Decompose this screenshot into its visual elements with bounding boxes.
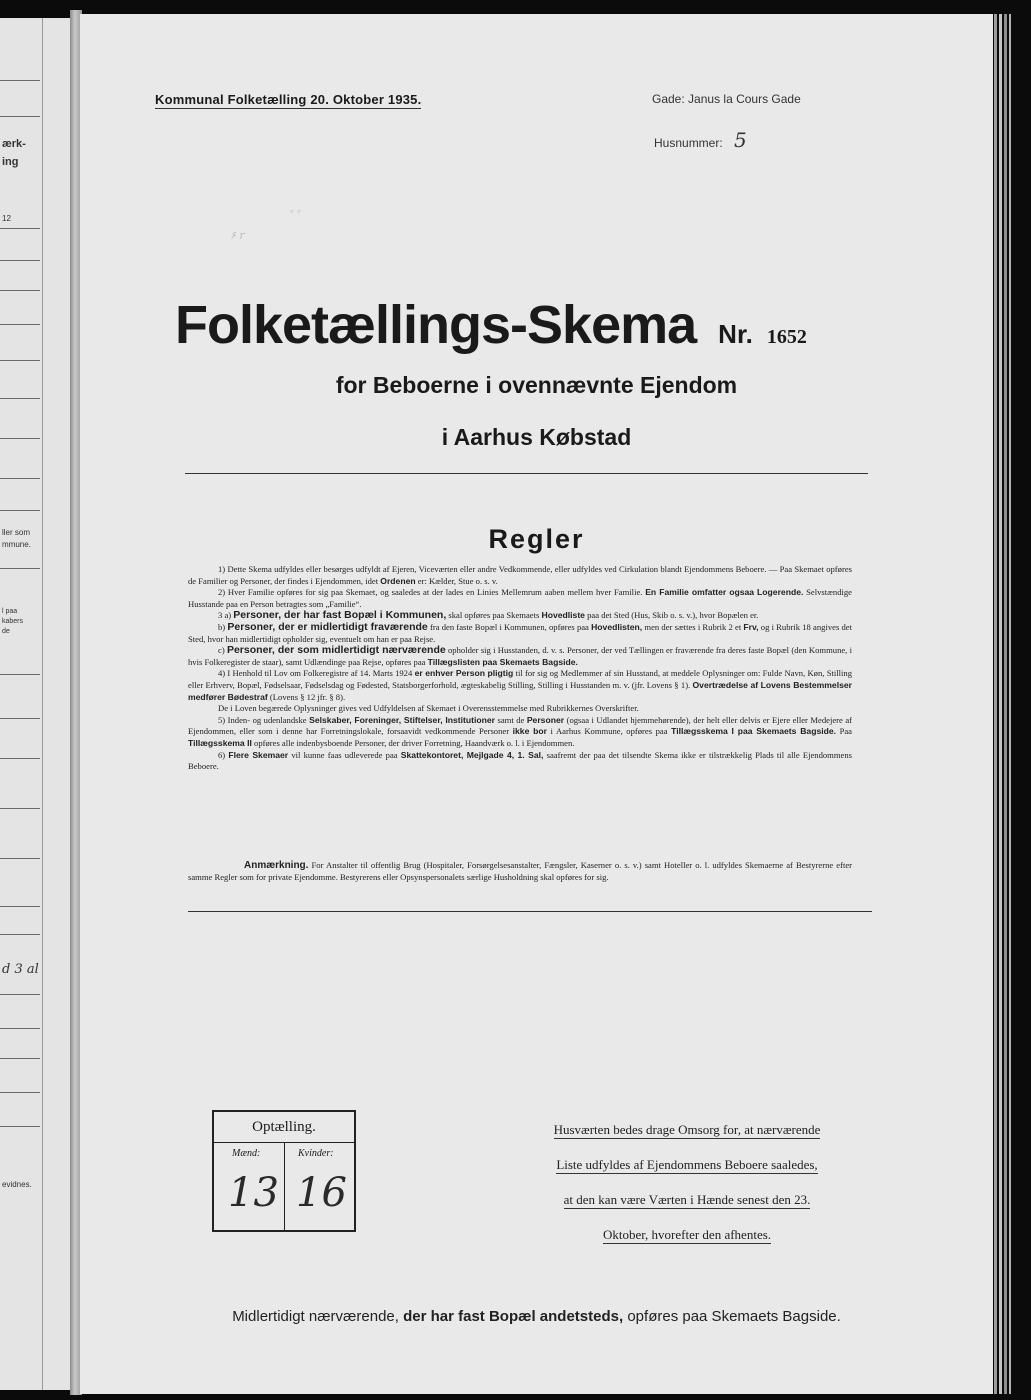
footer-part: opføres paa Skemaets Bagside. (627, 1308, 841, 1325)
rule-4: 4) I Henhold til Lov om Folkeregistre af 14. Marts 1924 er enhver Person pligtig til for sig og Medlemmer af sin Husstand, at meddele Oplysninger om: Fulde Navn, Køn, Stilling eller Erhverv, Bopæl, Fødselsaar, Fødselsdag og Fødested, Statsborgerforhold, ægteskabelig Stilling, Stilling i Husstanden m. v. (jfr. Lovens § 1). Overtrædelse af Lovens Bestemmelser medfører Bødestraf (Lovens § 12 jfr. § 8). (188, 668, 853, 702)
divider-line (185, 473, 868, 474)
rule-4-note: De i Loven begærede Oplysninger gives ved Udfyldelsen af Skemaet i Overensstemmelse med Rubrikkernes Overskrifter. (218, 703, 639, 714)
form-line (0, 858, 40, 859)
form-line (0, 478, 40, 479)
men-count: 13 (228, 1170, 279, 1216)
rules-heading: Regler (488, 524, 585, 554)
page-stack-edge (1004, 14, 1007, 1394)
rule-2: 2) Hver Familie opføres for sig paa Skemaet, og saaledes at der lades en Linies Mellemrum aaben mellem hver Familie. En Familie omfatter ogsaa Logerende. Selvstændige Husstande paa en Person betragtes som „Familie“. (188, 587, 852, 609)
page-stack-edge (1009, 14, 1011, 1394)
fragment-text: ærk- (2, 138, 26, 150)
house-number-label: Husnummer: (654, 136, 723, 150)
street-label: Gade: (652, 92, 685, 106)
footer-part-bold: der har fast Bopæl andetsteds, (403, 1308, 624, 1325)
form-line (0, 934, 40, 935)
fragment-text: ing (2, 156, 19, 168)
form-line (0, 398, 40, 399)
form-line (0, 260, 40, 261)
remark-label: Anmærkning. (244, 860, 309, 871)
form-line (0, 438, 40, 439)
count-box-divider (284, 1143, 285, 1230)
house-number-field (654, 128, 747, 152)
men-label: Mænd: (232, 1148, 261, 1159)
remark-text: For Anstalter til offentlig Brug (Hospitaler, Forsørgelsesanstalter, Fængsler, Kaserner o. s. v.) samt Hoteller o. l. udfyldes Skemaerne af Bestyrerne efter samme Regler som for private Ejendomme. Bestyrerens eller Opsynspersonalets særlige Husholdning skal opføres for sig. (188, 860, 853, 882)
count-box-title: Optælling. (214, 1112, 354, 1143)
page-margin-line (42, 18, 43, 1390)
fragment-text: ller som (2, 528, 31, 537)
rule-5: 5) Inden- og udenlandske Selskaber, Foreninger, Stiftelser, Institutioner samt de Personer (ogsaa i Udlandet hjemmehørende), der helt eller delvis er Ejere eller Medejere af Ejendommen, eller som i denne har Forretningslokale, forsaavidt vedkommende Personer ikke bor i Aarhus Kommune, opføres paa Tillægsskema I paa Skemaets Bagside. Paa Tillægsskema II opføres alle indenbysboende Personer, der driver Forretning, Haandværk o. l. i Ejendommen. (188, 714, 853, 748)
street-value: Janus la Cours Gade (688, 92, 801, 106)
form-location: i Aarhus Købstad (441, 424, 632, 450)
form-line (0, 1092, 40, 1093)
notice-line: Oktober, hvorefter den afhentes. (602, 1227, 772, 1242)
remark-paragraph (188, 860, 852, 883)
form-line (0, 510, 40, 511)
form-title (175, 294, 935, 356)
women-label: Kvinder: (298, 1148, 334, 1159)
notice-line: Liste udfyldes af Ejendommens Beboere saaledes, (556, 1157, 818, 1172)
form-line (0, 1028, 40, 1029)
form-line (0, 674, 40, 675)
fragment-text: mmune. (2, 540, 31, 549)
form-number-value: 1652 (766, 326, 807, 348)
fragment-text: de (2, 628, 10, 635)
form-line (0, 906, 40, 907)
bleed-through-text: ۶ r (230, 229, 245, 242)
page-stack-edge (999, 14, 1002, 1394)
divider-line (188, 911, 872, 912)
rules-text (188, 564, 852, 773)
form-line (0, 568, 40, 569)
form-line (0, 1058, 40, 1059)
footer-part: Midlertidigt nærværende, (232, 1308, 399, 1325)
form-line (0, 290, 40, 291)
form-line (0, 324, 40, 325)
bleed-through-text: ⸗ ⸗ (290, 204, 301, 217)
form-line (0, 228, 40, 229)
street-field (652, 92, 801, 106)
census-form-page (80, 14, 993, 1394)
handwritten-fragment: d 3 al (2, 962, 39, 977)
previous-page-edge (0, 18, 72, 1390)
notice-line: Husværten bedes drage Omsorg for, at nærværende (553, 1122, 821, 1137)
footer-note (80, 1308, 993, 1325)
rule-3b: b) Personer, der er midlertidigt fraværende fra den faste Bopæl i Kommunen, opføres paa Hovedlisten, men der sættes i Rubrik 2 et Frv, og i Rubrik 18 angives det Sted, hvor han midlertidigt opholder sig, eventuelt om han er paa Rejse. (188, 620, 852, 644)
notice-line: at den kan være Værten i Hænde senest den 23. (563, 1192, 811, 1207)
form-line (0, 116, 40, 117)
fragment-text: kabers (2, 618, 24, 625)
rule-6: 6) Flere Skemaer vil kunne faas udleverede paa Skattekontoret, Mejlgade 4, 1. Sal, saafremt der paa det tilsendte Skema ikke er tilstrækkelig Plads til alle Ejendommens Beboere. (188, 749, 853, 772)
form-number-label: Nr. (718, 319, 753, 349)
fragment-text: evidnes. (2, 1180, 32, 1189)
house-number-value: 5 (734, 128, 747, 152)
rule-1: 1) Dette Skema udfyldes eller besørges udfyldt af Ejeren, Viceværten eller andre Vedkommende, eller udfyldes ved Cirkulation blandt Ejendommens Beboere. — Paa Skemaet opføres de Familier og Personer, der findes i Ejendommen, idet Ordenen er: Kælder, Stue o. s. v. (188, 564, 852, 586)
form-line (0, 1126, 40, 1127)
form-line (0, 360, 40, 361)
form-line (0, 808, 40, 809)
count-box (212, 1110, 356, 1232)
form-line (0, 80, 40, 81)
rule-3c: c) Personer, der som midlertidigt nærværende opholder sig i Husstanden, d. v. s. Personer, der ved Tællingen er fraværende fra deres faste Bopæl (den Kommune, i hvis Folkeregister de staar), samt Udlændinge paa Rejse, opføres paa Tillægslisten paa Skemaets Bagside. (188, 644, 852, 667)
form-line (0, 994, 40, 995)
form-subtitle: for Beboerne i ovennævnte Ejendom (335, 372, 738, 398)
women-count: 16 (296, 1170, 347, 1216)
form-line (0, 758, 40, 759)
landlord-notice (512, 1112, 862, 1252)
fragment-text: l paa (2, 608, 18, 615)
page-stack-edge (994, 14, 997, 1394)
rule-3a: 3 a) Personer, der har fast Bopæl i Kommunen, skal opføres paa Skemaets Hovedliste paa det Sted (Hus, Skib o. s. v.), hvor Bopælen er. (218, 609, 759, 622)
form-line (0, 718, 40, 719)
form-title-main: Folketællings-Skema (175, 295, 697, 355)
fragment-text: 12 (2, 214, 11, 223)
census-header: Kommunal Folketælling 20. Oktober 1935. (155, 92, 422, 107)
